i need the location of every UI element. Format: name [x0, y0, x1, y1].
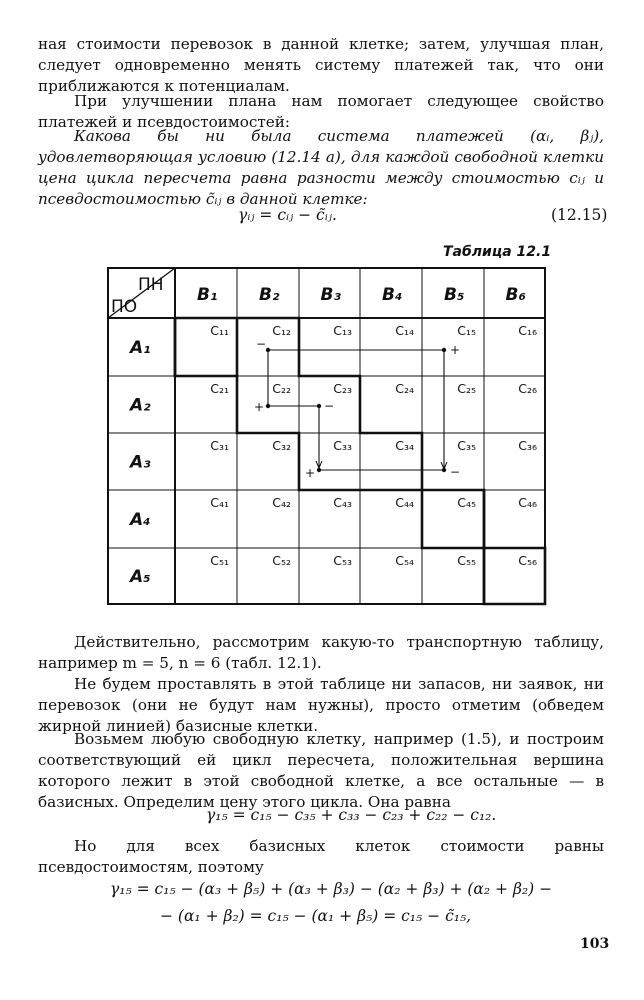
cell-cost: C₂₃	[333, 381, 352, 396]
cell-cost: C₄₅	[457, 495, 476, 510]
cell-cost: C₃₂	[272, 438, 291, 453]
cell-cost: C₃₄	[395, 438, 414, 453]
cell-cost: C₄₂	[272, 495, 291, 510]
table-grid	[108, 268, 545, 604]
formula-long-line2: − (α₁ + β₂) = c₁₅ − (α₁ + β₅) = c₁₅ − c̃₁₅,	[160, 907, 472, 925]
row-header-3: A₃	[130, 452, 151, 473]
recalculation-cycle	[254, 337, 460, 480]
cell-cost: C₅₆	[518, 553, 537, 568]
paragraph-pseudocost: Но для всех базисных клеток стоимости равны псевдостоимостям, поэтому	[38, 837, 604, 876]
formula-gamma15: γ₁₅ = c₁₅ − c₃₅ + c₃₃ − c₂₃ + c₂₂ − c₁₂.	[206, 806, 497, 824]
row-header-5: A₅	[130, 567, 151, 587]
cell-cost: C₂₄	[395, 381, 414, 396]
cell-cost: C₅₃	[333, 553, 352, 568]
cell-cost: C₁₅	[457, 323, 476, 338]
cell-cost: C₅₂	[272, 553, 291, 568]
corner-label-supplier: ПН	[138, 275, 164, 295]
row-header-4: A₄	[130, 510, 151, 530]
paragraph-example: Действительно, рассмотрим какую-то транспортную таблицу, например m = 5, n = 6 (табл. 12.1).	[38, 633, 604, 672]
cycle-vertex-dot	[266, 348, 270, 352]
cycle-sign-s15: +	[450, 343, 461, 357]
paragraph-cycle: Возьмем любую свободную клетку, например (1.5), и построим соответствующий ей цикл пересчета, положительная вершина которого лежит в этой свободной клетке, а все остальные — в базисных. Определим цену этого цикла. Она равна	[38, 730, 604, 811]
cycle-sign-s12: −	[256, 337, 267, 351]
cell-cost: C₅₁	[210, 553, 229, 568]
page-number: 103	[580, 936, 610, 952]
cycle-path	[268, 350, 444, 470]
cell-cost: C₂₁	[210, 381, 229, 396]
cell-cost: C₁₁	[210, 323, 229, 338]
cycle-vertex-dot	[317, 404, 321, 408]
cycle-sign-s35: −	[450, 465, 461, 479]
cell-cost: C₁₄	[395, 323, 414, 338]
corner-label-origin: ПО	[111, 297, 138, 317]
cycle-vertex-dot	[266, 404, 270, 408]
row-header-1: A₁	[130, 338, 151, 358]
column-header-1: B₁	[197, 285, 218, 305]
paragraph-theorem: Какова бы ни была система платежей (αᵢ, βⱼ), удовлетворяющая условию (12.14 а), для каждой свободной клетки цена цикла пересчета равна разности между стоимостью cᵢⱼ и псевдостоимостью c̃ᵢⱼ в данной клетке:	[38, 127, 604, 208]
column-header-2: B₂	[259, 285, 280, 305]
cell-cost: C₃₅	[457, 438, 476, 453]
paragraph-basic-cells: Не будем проставлять в этой таблице ни запасов, ни заявок, ни перевозок (они не будут нам нужны), просто отметим (обведем жирной линией) базисные клетки.	[38, 675, 604, 735]
cell-cost: C₁₃	[333, 323, 352, 338]
cycle-sign-s22: +	[254, 400, 265, 414]
row-header-2: A₂	[130, 395, 151, 416]
cell-cost: C₂₂	[272, 381, 291, 396]
cell-cost: C₁₆	[518, 323, 537, 338]
cell-cost: C₂₅	[457, 381, 476, 396]
column-header-3: B₃	[320, 285, 341, 305]
cell-cost: C₅₅	[457, 553, 476, 568]
cell-cost: C₄₁	[210, 495, 229, 510]
cell-cost: C₃₁	[210, 438, 229, 453]
column-header-5: B₅	[444, 285, 465, 305]
cell-cost: C₅₄	[395, 553, 414, 568]
formula-12-15-number: (12.15)	[551, 206, 608, 224]
cell-cost: C₃₆	[518, 438, 537, 453]
cycle-sign-s33: +	[305, 466, 316, 480]
cycle-sign-s23: −	[324, 399, 335, 413]
cell-cost: C₄₄	[395, 495, 414, 510]
cell-cost: C₂₆	[518, 381, 537, 396]
cell-cost: C₃₃	[333, 438, 352, 453]
column-header-4: B₄	[382, 285, 403, 305]
paragraph-continuation: ная стоимости перевозок в данной клетке; затем, улучшая план, следует одновременно менять систему платежей так, что они приближаются к потенциалам.	[38, 35, 604, 95]
table-caption: Таблица 12.1	[443, 244, 552, 260]
cell-cost: C₄₃	[333, 495, 352, 510]
formula-long-line1: γ₁₅ = c₁₅ − (α₃ + β₅) + (α₃ + β₃) − (α₂ + β₃) + (α₂ + β₂) −	[110, 880, 553, 898]
cell-cost: C₄₆	[518, 495, 537, 510]
column-header-6: B₆	[505, 285, 526, 305]
formula-12-15: γᵢⱼ = cᵢⱼ − c̃ᵢⱼ.	[238, 206, 337, 224]
cell-cost: C₁₂	[272, 323, 291, 338]
paragraph-property-intro: При улучшении плана нам помогает следующее свойство платежей и псевдостоимостей:	[38, 92, 604, 131]
cycle-vertex-dot	[442, 348, 446, 352]
